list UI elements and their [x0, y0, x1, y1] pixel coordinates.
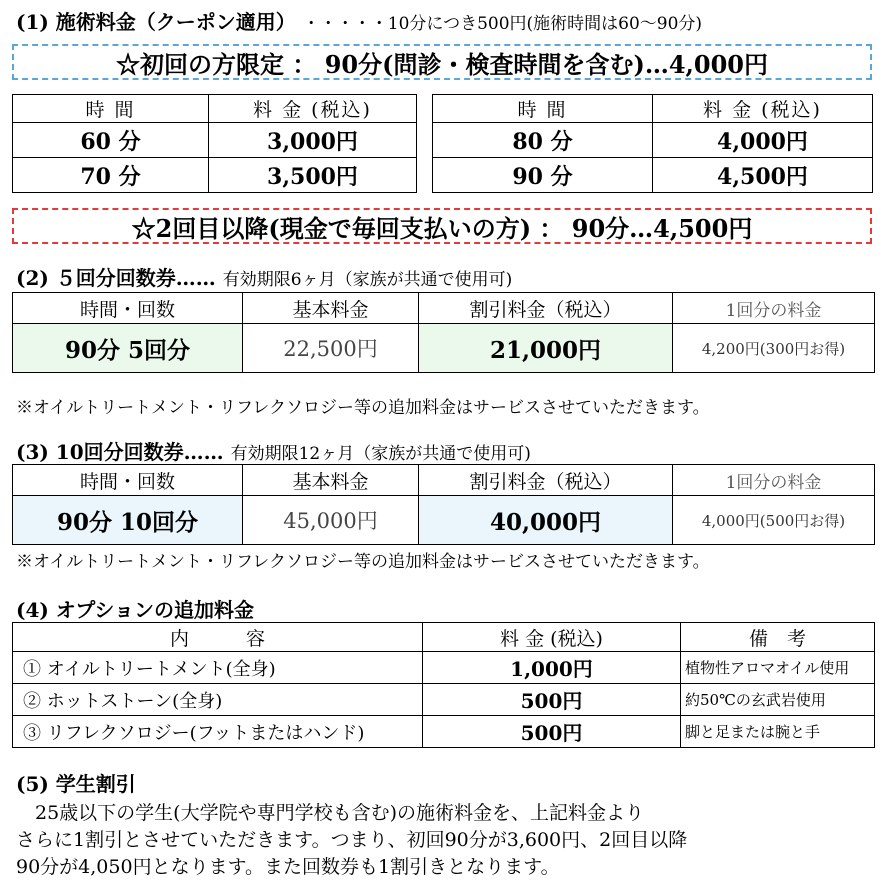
time-count-cell: 90分 10回分 [13, 496, 243, 545]
header-time: 時 間 [433, 95, 653, 123]
duration-cell: 60 分 [13, 123, 209, 158]
table-row [433, 123, 873, 158]
duration-cell: 80 分 [433, 123, 653, 158]
table-row [13, 158, 417, 193]
price-table-left [12, 94, 417, 193]
section3-note: ※オイルトリートメント・リフレクソロジー等の追加料金はサービスさせていただきます。 [16, 552, 710, 572]
option-price-cell: 1,000円 [423, 652, 681, 684]
table-row [13, 716, 875, 748]
option-item-cell: ① オイルトリートメント(全身) [13, 652, 423, 684]
table-row [13, 652, 875, 684]
table-row [13, 684, 875, 716]
price-table-right [432, 94, 873, 193]
section3-subtitle: 有効期限12ヶ月（家族が共通で使用可) [230, 444, 531, 464]
student-discount-text [16, 800, 687, 881]
header-discount-price: 割引料金（税込） [419, 465, 673, 496]
header-base-price: 基本料金 [243, 465, 419, 496]
option-remark-cell: 約50℃の玄武岩使用 [681, 684, 875, 716]
option-price-cell: 500円 [423, 684, 681, 716]
option-remark-cell: 脚と足または腕と手 [681, 716, 875, 748]
price-table-header [433, 95, 873, 123]
header-per-visit: 1回分の料金 [673, 293, 875, 324]
section2-note: ※オイルトリートメント・リフレクソロジー等の追加料金はサービスさせていただきます。 [16, 398, 710, 418]
paragraph-line: 90分が4,050円となります。また回数券も1割引きとなります。 [16, 856, 560, 878]
price-cell: 4,500円 [653, 158, 873, 193]
duration-cell: 90 分 [433, 158, 653, 193]
header-base-price: 基本料金 [243, 293, 419, 324]
section3-title: (3) 10回分回数券…… [16, 440, 224, 464]
header-time: 時 間 [13, 95, 209, 123]
base-price-cell: 22,500円 [243, 324, 419, 373]
section4-heading: (4) オプションの追加料金 [16, 598, 255, 622]
header-content: 内 容 [13, 623, 423, 652]
table-row [13, 496, 875, 545]
coupon-table-10 [12, 464, 875, 545]
coupon-table-header [13, 465, 875, 496]
price-table-header [13, 95, 417, 123]
options-table [12, 622, 875, 748]
option-price-cell: 500円 [423, 716, 681, 748]
price-cell: 4,000円 [653, 123, 873, 158]
section2-title: (2) ５回分回数券…… [16, 266, 216, 290]
option-remark-cell: 植物性アロマオイル使用 [681, 652, 875, 684]
table-row [13, 324, 875, 373]
section5-heading: (5) 学生割引 [16, 772, 136, 796]
discount-price-cell: 40,000円 [419, 496, 673, 545]
option-item-cell: ② ホットストーン(全身) [13, 684, 423, 716]
section2-subtitle: 有効期限6ヶ月（家族が共通で使用可) [222, 270, 513, 290]
duration-cell: 70 分 [13, 158, 209, 193]
options-table-header [13, 623, 875, 652]
time-count-cell: 90分 5回分 [13, 324, 243, 373]
first-time-banner: ☆初回の方限定 ： 90分(問診・検査時間を含む)…4,000円 [12, 44, 872, 80]
header-price: 料 金 (税込) [653, 95, 873, 123]
repeat-visit-banner: ☆2回目以降(現金で毎回支払いの方) ： 90分…4,500円 [12, 208, 872, 244]
header-price: 料 金 (税込) [423, 623, 681, 652]
header-time-count: 時間・回数 [13, 293, 243, 324]
section1-heading [16, 6, 702, 35]
base-price-cell: 45,000円 [243, 496, 419, 545]
header-per-visit: 1回分の料金 [673, 465, 875, 496]
paragraph-line: さらに1割引とさせていただきます。つまり、初回90分が3,600円、2回目以降 [16, 829, 688, 851]
header-price: 料 金 (税込) [209, 95, 417, 123]
per-visit-cell: 4,200円(300円お得) [673, 324, 875, 373]
coupon-table-header [13, 293, 875, 324]
price-cell: 3,000円 [209, 123, 417, 158]
table-row [433, 158, 873, 193]
header-time-count: 時間・回数 [13, 465, 243, 496]
section3-heading [16, 436, 531, 465]
per-visit-cell: 4,000円(500円お得) [673, 496, 875, 545]
coupon-table-5 [12, 292, 875, 373]
header-discount-price: 割引料金（税込） [419, 293, 673, 324]
discount-price-cell: 21,000円 [419, 324, 673, 373]
section1-subtitle: ・・・・・10分につき500円(施術時間は60～90分) [302, 14, 703, 34]
section1-title: (1) 施術料金（クーポン適用） [16, 10, 296, 34]
option-item-cell: ③ リフレクソロジー(フットまたはハンド) [13, 716, 423, 748]
header-remarks: 備 考 [681, 623, 875, 652]
table-row [13, 123, 417, 158]
section2-heading [16, 262, 512, 291]
price-cell: 3,500円 [209, 158, 417, 193]
paragraph-line: 25歳以下の学生(大学院や専門学校も含む)の施術料金を、上記料金より [16, 802, 645, 824]
